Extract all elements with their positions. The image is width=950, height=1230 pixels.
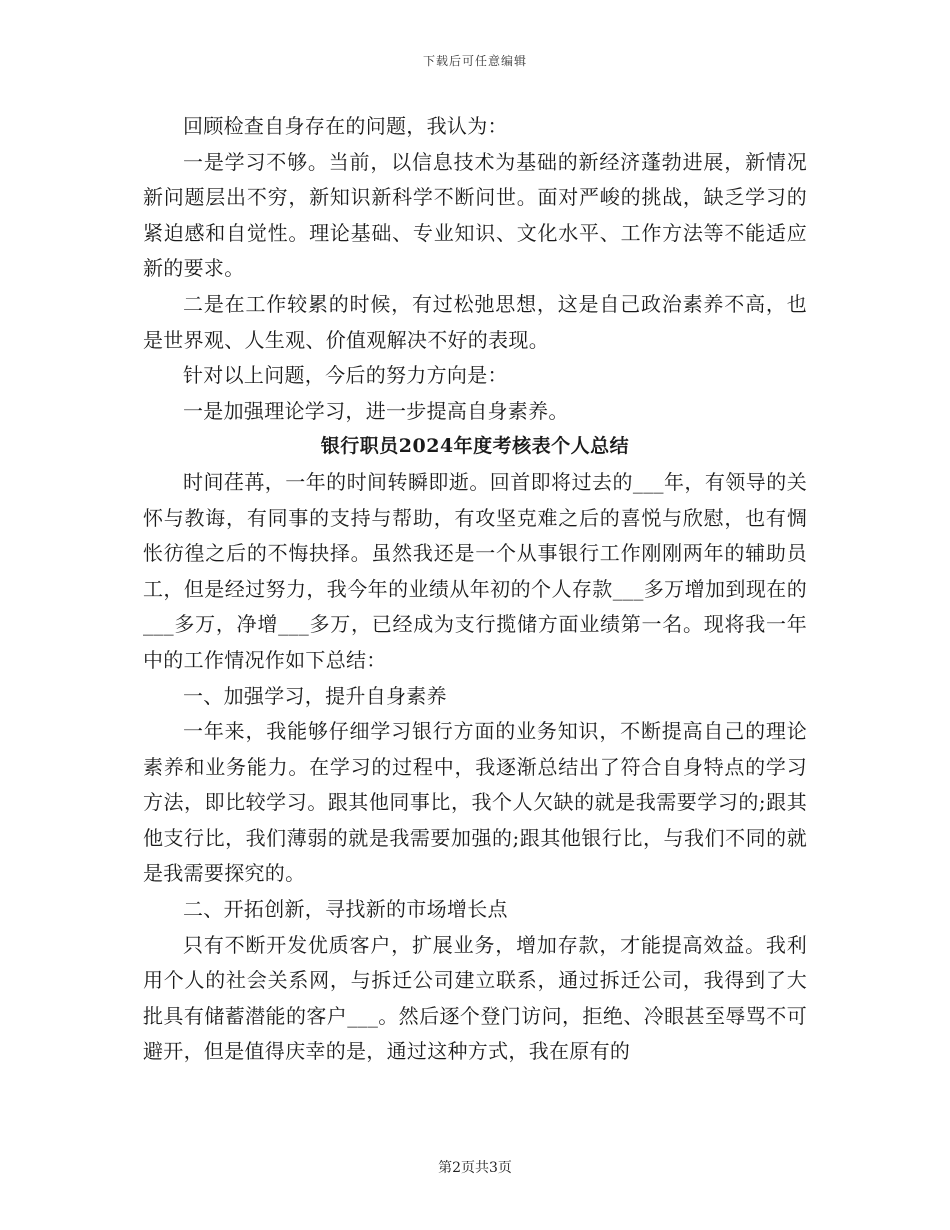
paragraph: 一年来，我能够仔细学习银行方面的业务知识，不断提高自己的理论素养和业务能力。在学习的过程中，我逐渐总结出了符合自身特点的学习方法，即比较学习。跟其他同事比，我个人欠缺的就是我需要学习的;跟其他支行比，我们薄弱的就是我需要加强的;跟其他银行比，与我们不同的就是我需要探究的。	[143, 719, 807, 886]
section-title: 银行职员2024年度考核表个人总结	[320, 435, 630, 458]
paragraph: 时间荏苒，一年的时间转瞬即逝。回首即将过去的___年，有领导的关怀与教诲，有同事的支持与帮助，有攻坚克难之后的喜悦与欣慰，也有惆怅彷徨之后的不悔抉择。虽然我还是一个从事银行工作刚刚两年的辅助员工，但是经过努力，我今年的业绩从年初的个人存款___多万增加到现在的___多万，净增___多万，已经成为支行揽储方面业绩第一名。现将我一年中的工作情况作如下总结：	[143, 469, 807, 672]
page-header-note: 下载后可任意编辑	[422, 54, 527, 68]
paragraph: 一是加强理论学习，进一步提高自身素养。	[183, 398, 569, 423]
subheading: 一、加强学习，提升自身素养	[183, 683, 447, 708]
paragraph: 针对以上问题，今后的努力方向是：	[183, 363, 508, 388]
paragraph: 二是在工作较累的时候，有过松弛思想，这是自己政治素养不高，也是世界观、人生观、价值观解决不好的表现。	[143, 291, 807, 352]
subheading: 二、开拓创新，寻找新的市场增长点	[183, 897, 508, 922]
paragraph: 回顾检查自身存在的问题，我认为：	[183, 114, 508, 138]
document-body	[143, 109, 807, 1070]
paragraph: 一是学习不够。当前，以信息技术为基础的新经济蓬勃进展，新情况新问题层出不穷，新知识新科学不断问世。面对严峻的挑战，缺乏学习的紧迫感和自觉性。理论基础、专业知识、文化水平、工作方法等不能适应新的要求。	[143, 149, 807, 281]
page-number: 第2页共3页	[438, 1160, 512, 1176]
paragraph: 只有不断开发优质客户，扩展业务，增加存款，才能提高效益。我利用个人的社会关系网，与拆迁公司建立联系，通过拆迁公司，我得到了大批具有储蓄潜能的客户___。然后逐个登门访问，拒绝、冷眼甚至辱骂不可避开，但是值得庆幸的是，通过这种方式，我在原有的	[143, 932, 807, 1064]
